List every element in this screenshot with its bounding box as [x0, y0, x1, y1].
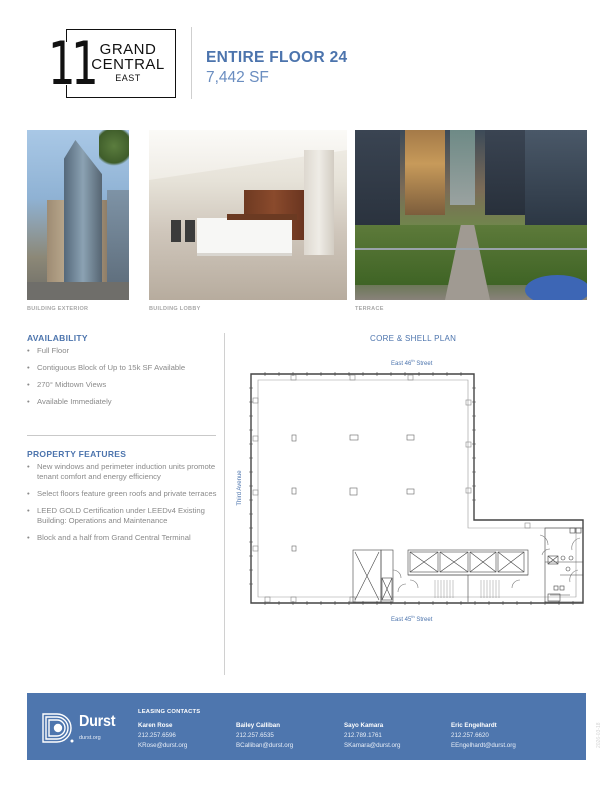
availability-heading: AVAILABILITY: [27, 333, 88, 343]
features-heading: PROPERTY FEATURES: [27, 449, 127, 459]
list-item: • LEED GOLD Certification under LEEDv4 Existing Building: Operations and Maintenance: [27, 506, 217, 526]
contact-card: [451, 721, 516, 751]
footer-contacts: [27, 693, 586, 760]
column-divider: [224, 333, 225, 675]
photo-caption: BUILDING LOBBY: [149, 306, 201, 312]
contact-name: Karen Rose: [138, 722, 173, 729]
list-item: • Block and a half from Grand Central Terminal: [27, 533, 217, 543]
list-item: • 270° Midtown Views: [27, 380, 217, 390]
features-list: [27, 462, 217, 550]
header-divider: [191, 27, 192, 99]
contact-card: [344, 721, 401, 751]
leasing-contacts-heading: LEASING CONTACTS: [138, 709, 201, 715]
date-stamp: 2026-03-18: [596, 722, 602, 748]
contact-name: Sayo Kamara: [344, 722, 384, 729]
list-item: • Select floors feature green roofs and private terraces: [27, 489, 217, 499]
contact-email[interactable]: KRose@durst.org: [138, 742, 188, 749]
plan-title: CORE & SHELL PLAN: [370, 334, 457, 343]
brand-name: Durst: [79, 713, 116, 730]
contact-phone[interactable]: 212.789.1761: [344, 732, 382, 739]
availability-list: [27, 346, 217, 414]
list-item: • Contiguous Block of Up to 15k SF Available: [27, 363, 217, 373]
logo-words: GRAND CENTRAL EAST: [91, 41, 165, 83]
street-label-north: East 46th Street: [391, 358, 433, 367]
contact-email[interactable]: EEngelhardt@durst.org: [451, 742, 516, 749]
contact-card: [138, 721, 187, 751]
list-item: • Full Floor: [27, 346, 217, 356]
floor-size: 7,442 SF: [206, 69, 269, 86]
street-label-west: Third Avenue: [237, 470, 243, 506]
section-divider: [27, 435, 216, 436]
contact-email[interactable]: BCalliban@durst.org: [236, 742, 294, 749]
list-item: • New windows and perimeter induction units promote tenant comfort and energy efficiency: [27, 462, 217, 482]
contact-name: Bailey Calliban: [236, 722, 281, 729]
brand-url[interactable]: durst.org: [79, 735, 101, 741]
contact-name: Eric Engelhardt: [451, 722, 497, 729]
floor-plan: [230, 370, 590, 610]
durst-logo-icon: [41, 710, 75, 744]
contact-card: [236, 721, 293, 751]
terrace-photo: [355, 130, 587, 300]
contact-phone[interactable]: 212.257.6535: [236, 732, 274, 739]
contact-email[interactable]: SKamara@durst.org: [344, 742, 401, 749]
contact-phone[interactable]: 212.257.6596: [138, 732, 176, 739]
building-lobby-photo: [149, 130, 347, 300]
logo-number: 11: [48, 29, 95, 99]
building-logo: [48, 29, 180, 99]
page-title: ENTIRE FLOOR 24: [206, 49, 348, 66]
list-item: • Available Immediately: [27, 397, 217, 407]
photo-caption: BUILDING EXTERIOR: [27, 306, 89, 312]
building-exterior-photo: [27, 130, 129, 300]
street-label-south: East 45th Street: [391, 614, 433, 623]
photo-caption: TERRACE: [355, 306, 384, 312]
contact-phone[interactable]: 212.257.6620: [451, 732, 489, 739]
